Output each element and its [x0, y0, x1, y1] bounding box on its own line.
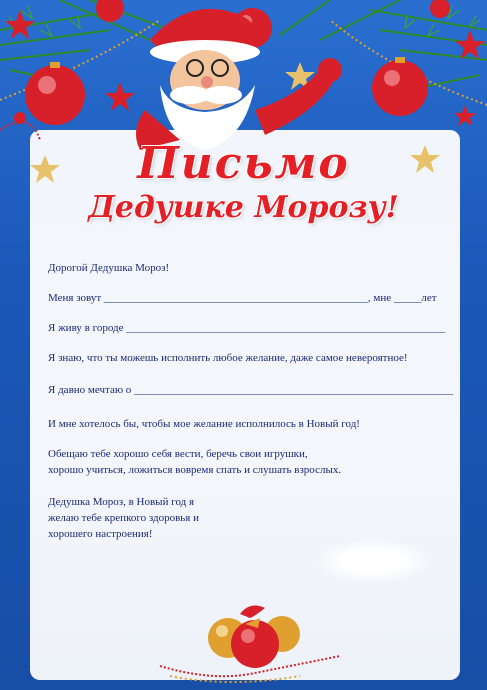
dream-blank: __________________________________________________________ [134, 384, 454, 396]
promise-line-2: хорошо учиться, ложиться вовремя спать и слушать взрослых. [48, 464, 342, 476]
city-blank: __________________________________________________________ [126, 322, 446, 334]
dream-line [48, 384, 453, 396]
age-label: , мне [367, 292, 392, 304]
title-letter: Письмо [137, 138, 350, 189]
name-line [48, 292, 437, 304]
christmas-ball-icon [25, 62, 85, 125]
city-label: Я живу в городе [48, 322, 124, 334]
name-blank: ________________________________________________ [103, 292, 368, 304]
closing-line-1: Дедушка Мороз, в Новый год я [48, 496, 195, 508]
title-to-grandfather-frost: Дедушке Морозу! [88, 190, 399, 225]
bottom-ornaments [150, 596, 350, 690]
greeting-line: Дорогой Дедушка Мороз! [48, 262, 170, 274]
promise-line-1: Обещаю тебе хорошо себя вести, беречь свои игрушки, [48, 448, 308, 460]
white-smudge [318, 540, 428, 582]
closing-line-2: желаю тебе крепкого здоровья и [48, 512, 199, 524]
age-suffix: лет [421, 292, 437, 304]
dream-label: Я давно мечтаю о [48, 384, 132, 396]
city-line [48, 322, 445, 334]
wish-line: Я знаю, что ты можешь исполнить любое желание, даже самое невероятное! [48, 352, 408, 364]
santa-claus-illustration [136, 9, 342, 150]
age-blank: _____ [393, 292, 422, 304]
christmas-ball-icon [372, 57, 428, 116]
closing-line-3: хорошего настроения! [48, 528, 153, 540]
name-label: Меня зовут [48, 292, 102, 304]
hope-line: И мне хотелось бы, чтобы мое желание исполнилось в Новый год! [48, 418, 360, 430]
